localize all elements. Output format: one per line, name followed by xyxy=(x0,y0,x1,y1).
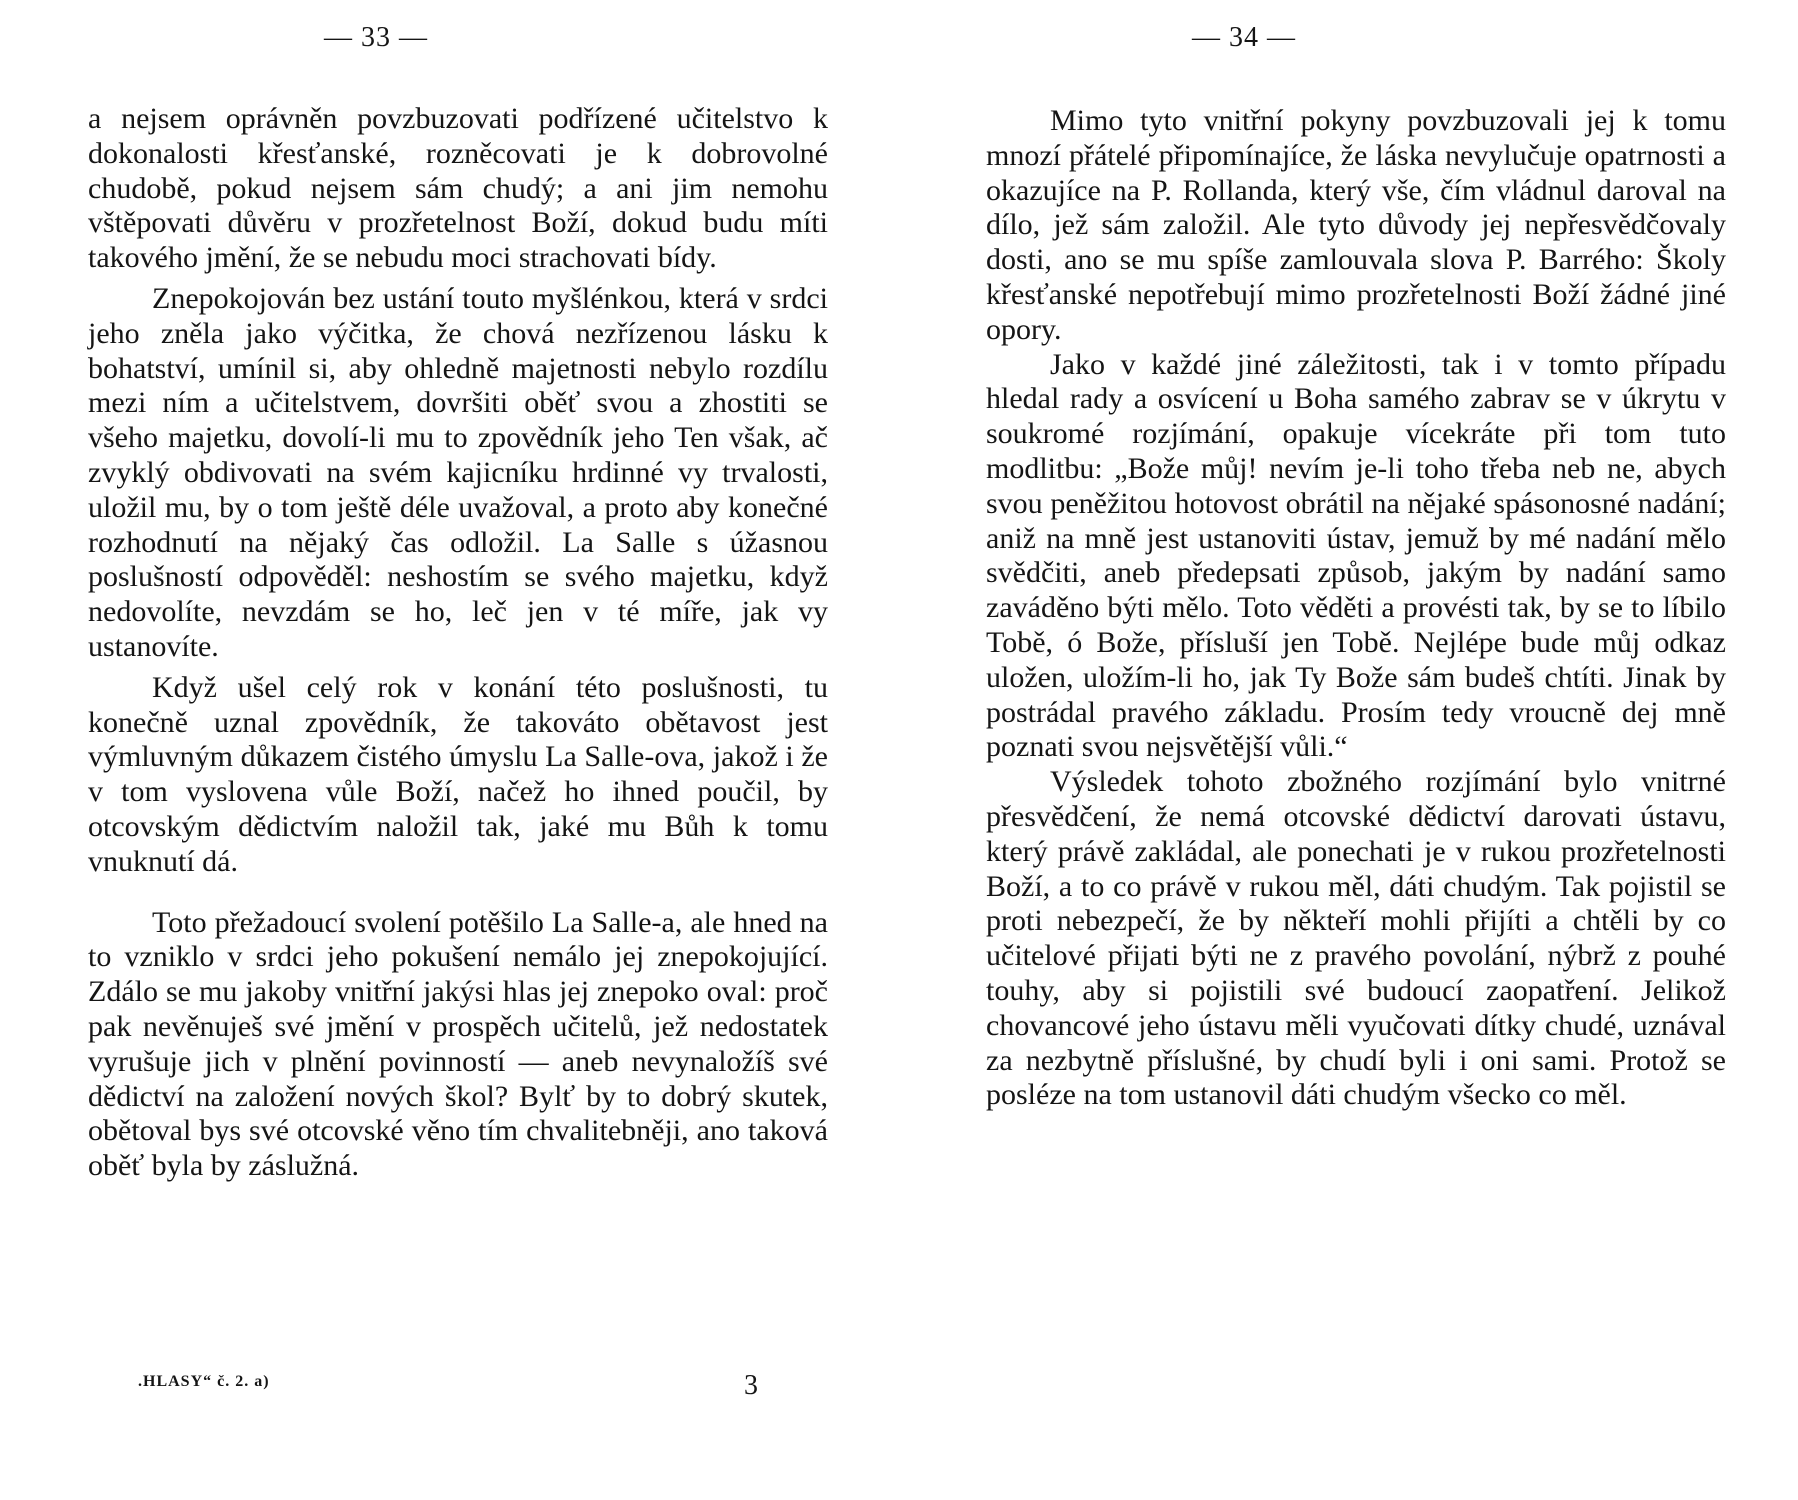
left-page-number: — 33 — xyxy=(324,22,428,53)
footer-sheet-number: 3 xyxy=(744,1370,758,1401)
left-paragraph-3: Když ušel celý rok v konání této poslušnosti, tu konečně uznal zpovědník, že takováto obětavost jest výmluvným důkazem čistého úmyslu La Salle-ova, jakož i že v tom vyslovena vůle Boží, načež ho ihned poučil, by otcovským dědictvím naložil tak, jaké mu Bůh k tomu vnuknutí dá. xyxy=(88,670,828,878)
footer-signature: .HLASY“ č. 2. a) xyxy=(138,1373,270,1390)
right-paragraph-2: Jako v každé jiné záležitosti, tak i v tomto případu hledal rady a osvícení u Boha samého zabrav se v úkrytu v soukromé rozjímání, opakuje vícekráte při tom tuto modlitbu: „Bože můj! nevím je-li toho třeba neb ne, abych svou peněžitou hotovost obrátil na nějaké spásonosné nadání; aniž na mně jest ustanoviti ústav, jemuž by mé nadání mělo svědčiti, aneb předepsati způsob, jakým by nadání samo zaváděno býti mělo. Toto věděti a provésti tak, by se to líbilo Tobě, ó Bože, přísluší jen Tobě. Nejlépe bude můj odkaz uložen, uložím-li ho, jak Ty Bože sám budeš chtíti. Jinak by postrádal pravého základu. Prosím tedy vroucně dej mně poznati svou nejsvětější vůli.“ xyxy=(986,347,1726,764)
left-paragraph-4: Toto přežadoucí svolení potěšilo La Salle-a, ale hned na to vzniklo v srdci jeho pokušení nemálo jej znepokojující. Zdálo se mu jakoby vnitřní jakýsi hlas jej znepoko oval: proč pak nevěnuješ své jmění v prospěch učitelů, jež nedostatek vyrušuje jich v plnění povinností — aneb nevynaložíš své dědictví na založení nových škol? Bylť by to dobrý skutek, obětoval bys své otcovské věno tím chvalitebněji, ano taková oběť byla by záslužná. xyxy=(88,905,828,1183)
right-paragraph-1: Mimo tyto vnitřní pokyny povzbuzovali jej k tomu mnozí přátelé připomínajíce, že láska nevylučuje opatrnosti a okazujíce na P. Rollanda, který vše, čím vládnul daroval na dílo, jež sám založil. Ale tyto důvody jej nepřesvědčovaly dosti, ano se mu spíše zamlouvala slova P. Barrého: Školy křesťanské nepotřebují mimo prozřetelnosti Boží žádné jiné opory. xyxy=(986,104,1726,346)
right-page xyxy=(986,0,1726,1500)
right-page-number: — 34 — xyxy=(1192,22,1296,53)
right-page-body xyxy=(986,104,1726,1113)
left-page xyxy=(88,0,828,1500)
left-page-body xyxy=(88,102,828,1184)
left-paragraph-1: a nejsem oprávněn povzbuzovati podřízené učitelstvo k dokonalosti křesťanské, rozněcovati je k dobrovolné chudobě, pokud nejsem sám chudý; a ani jim nemohu vštěpovati důvěru v prozřetelnost Boží, dokud budu míti takového jmění, že se nebudu moci strachovati bídy. xyxy=(88,102,828,275)
right-paragraph-3: Výsledek tohoto zbožného rozjímání bylo vnitrné přesvědčení, že nemá otcovské dědictví darovati ústavu, který právě zakládal, ale ponechati je v rukou prozřetelnosti Boží, a to co právě v rukou měl, dáti chudým. Tak pojistil se proti nebezpečí, že by někteří mohli přijíti a chtěli by co učitelové přijati býti ne z pravého povolání, nýbrž z pouhé touhy, aby si pojistili své budoucí zaopatření. Jelikož chovancové jeho ústavu měli vyučovati dítky chudé, uznával za nezbytně příslušné, by chudí byli i oni sami. Protož se posléze na tom ustanovil dáti chudým všecko co měl. xyxy=(986,765,1726,1112)
left-paragraph-2: Znepokojován bez ustání touto myšlénkou, která v srdci jeho zněla jako výčitka, že chová nezřízenou lásku k bohatství, umínil si, aby ohledně majetnosti nebylo rozdílu mezi ním a učitelstvem, dovršiti oběť svou a zhostiti se všeho majetku, dovolí-li mu to zpovědník jeho Ten však, ač zvyklý obdivovati na svém kajicníku hrdinné vy trvalosti, uložil mu, by o tom ještě déle uvažoval, a proto aby konečné rozhodnutí na nějaký čas odložil. La Salle s úžasnou poslušností odpověděl: neshostím se svého majetku, když nedovolíte, nevzdám se ho, leč jen v té míře, jak vy ustanovíte. xyxy=(88,281,828,663)
left-page-footer xyxy=(88,1368,828,1408)
